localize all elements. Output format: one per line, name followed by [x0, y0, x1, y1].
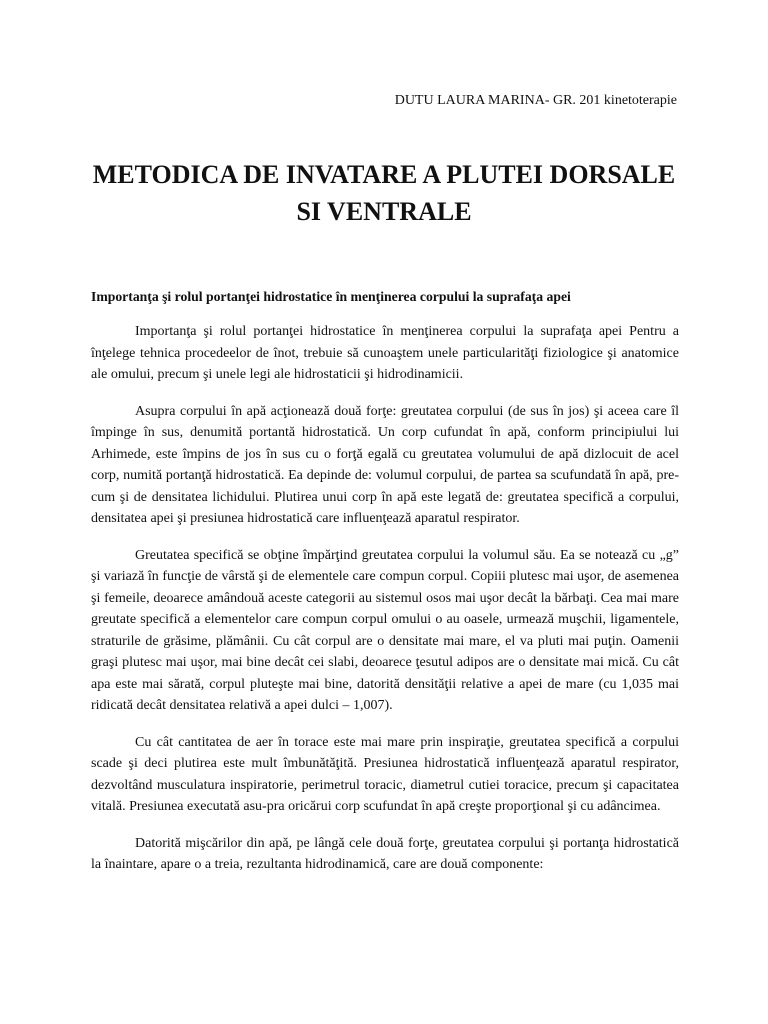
paragraph-4: Cu cât cantitatea de aer în torace este mai mare prin inspiraţie, greutatea specifică a corpului scade şi deci plutirea este mult îmbunătăţită. Presiunea hidrostatică influenţează aparatul respirator, dezvoltând musculatura inspiratorie, perimetrul toracic, diametrul cutiei toracice, precum şi capacitatea vitală. Presiunea executată asu-pra oricărui corp scufundat în apă creşte proporţional şi cu adâncimea.: [91, 734, 679, 814]
paragraph-2: Asupra corpului în apă acţionează două forţe: greutatea corpului (de sus în jos) şi aceea care îl împinge în sus, denumită portantă hidrostatică. Un corp cufundat în apă, conform principiului lui Arhimede, este împins de jos în sus cu o forţă egală cu greutatea volumului de apă dizlocuit de acel corp, numită portanţă hidrostatică. Ea depinde de: volumul corpului, de partea sa scufundată în apă, pre-cum şi de densitatea lichidului. Plutirea unui corp în apă este legată de: greutatea specifică a corpului, densitatea apei şi presiunea hidrostatică care influenţează aparatul respirator.: [91, 403, 679, 526]
paragraph-3: Greutatea specifică se obţine împărţind greutatea corpului la volumul său. Ea se notează cu „g” şi variază în funcţie de vârstă şi de elementele care compun corpul. Copiii plutesc mai uşor, de asemenea şi femeile, deoarece amândouă aceste categorii au sistemul osos mai uşor decât la bărbaţi. Cea mai mare greutate specifică a elementelor care compun corpul omului o au oasele, urmează muşchii, ligamentele, straturile de grăsime, plămânii. Cu cât corpul are o densitate mai mare, el va pluti mai puţin. Oamenii graşi plutesc mai uşor, mai bine decât cei slabi, deoarece ţesutul adipos are o densitate mai mică. Cu cât apa este mai sărată, corpul pluteşte mai bine, datorită densităţii relative a apei de mare (cu 1,035 mai ridicată decât densitatea relativă a apei dulci – 1,007).: [91, 547, 679, 713]
author-line: DUTU LAURA MARINA- GR. 201 kinetoterapie: [394, 93, 677, 108]
document-body: [91, 321, 679, 891]
paragraph-1: Importanţa şi rolul portanţei hidrostatice în menţinerea corpului la suprafaţa apei Pentru a înţelege tehnica procedeelor de înot, trebuie să cunoaştem unele particularităţi fiziologice şi anatomice ale omului, precum şi unele legi ale hidrostaticii şi hidrodinamicii.: [91, 324, 679, 382]
paragraph-5: Datorită mişcărilor din apă, pe lângă cele două forţe, greutatea corpului şi portanţa hidrostatică la înaintare, apare o a treia, rezultanta hidrodinamică, care are două componente:: [91, 835, 679, 872]
section-heading: Importanţa şi rolul portanţei hidrostatice în menţinerea corpului la suprafaţa apei: [91, 289, 571, 304]
document-title: METODICA DE INVATARE A PLUTEI DORSALE SI VENTRALE: [92, 160, 676, 226]
